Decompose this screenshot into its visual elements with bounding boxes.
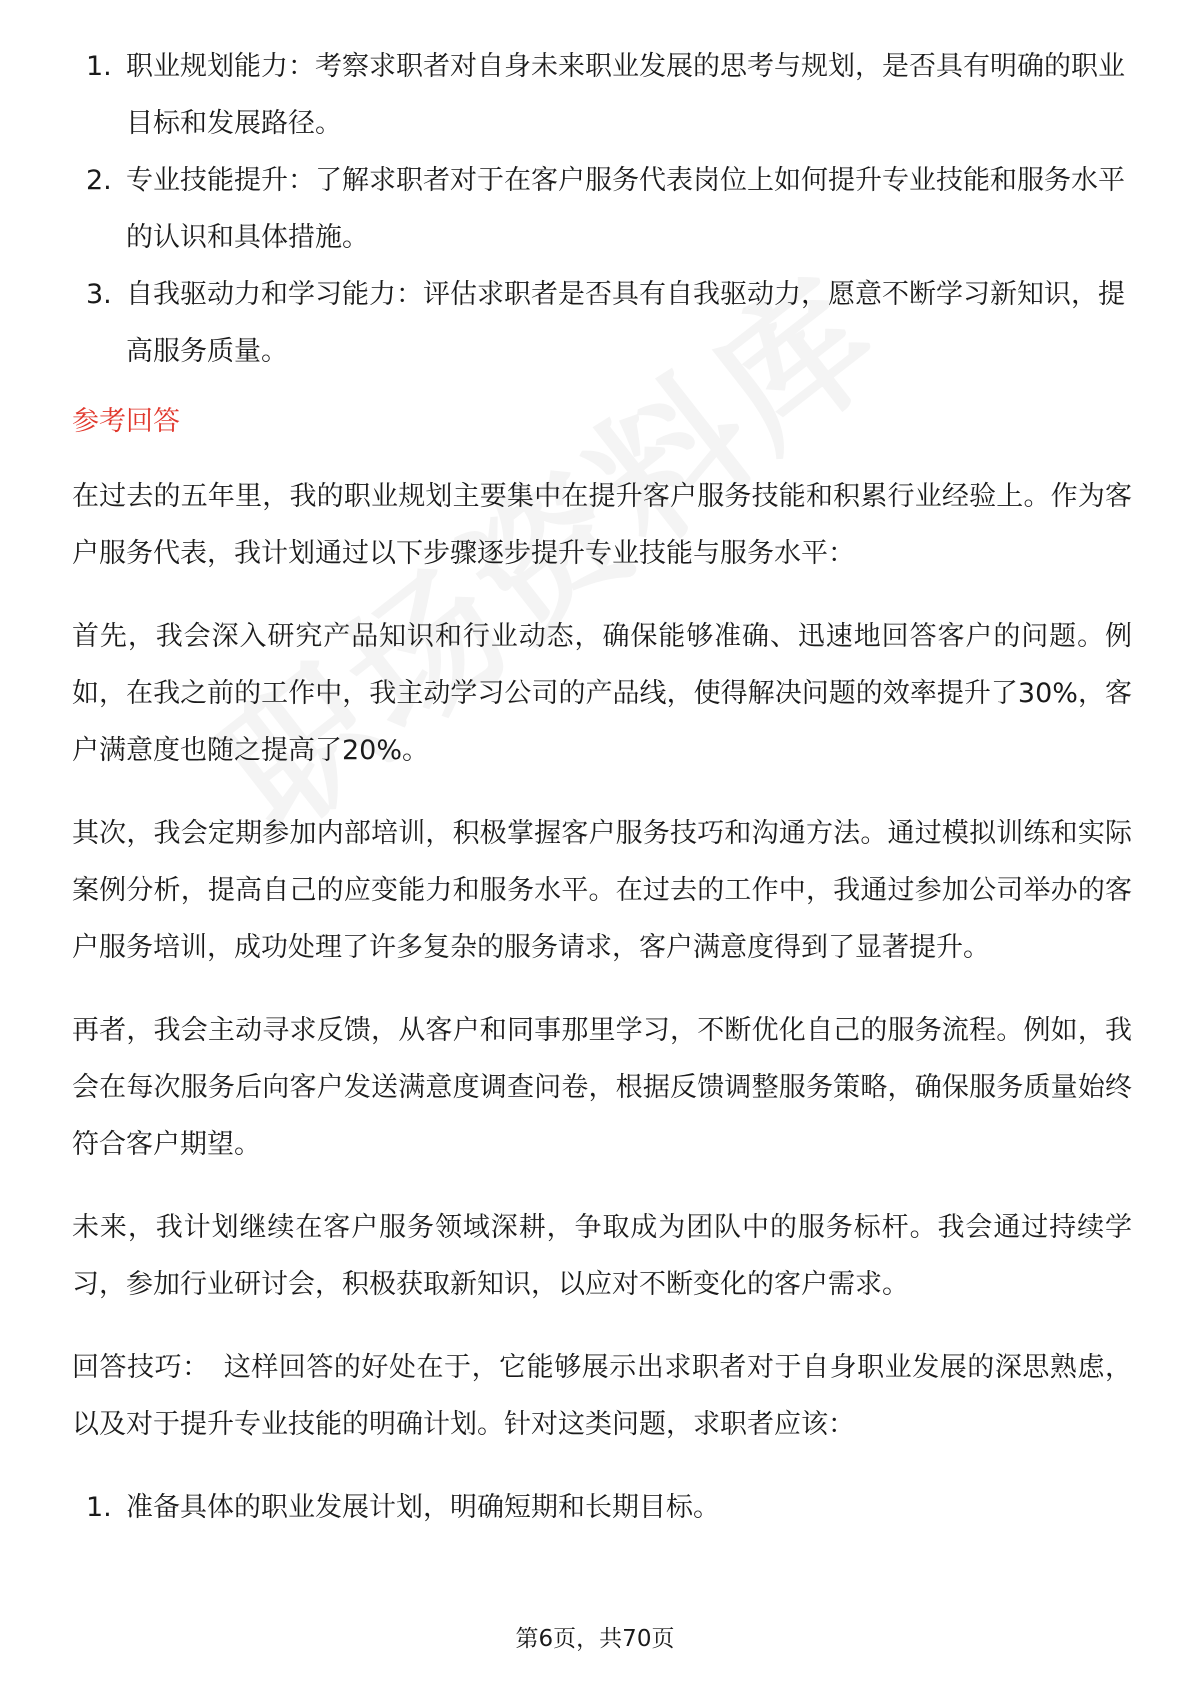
- criteria-list: [72, 38, 1132, 380]
- list-number: 1.: [86, 1492, 112, 1523]
- tip-paragraph: [72, 1339, 1132, 1453]
- list-item-text: 准备具体的职业发展计划，明确短期和长期目标。: [126, 1492, 720, 1523]
- list-item: [72, 38, 1132, 152]
- answer-paragraph: 其次，我会定期参加内部培训，积极掌握客户服务技巧和沟通方法。通过模拟训练和实际案例分析，提高自己的应变能力和服务水平。在过去的工作中，我通过参加公司举办的客户服务培训，成功处理了许多复杂的服务请求，客户满意度得到了显著提升。: [72, 818, 1132, 963]
- list-item: [72, 152, 1132, 266]
- answer-paragraph: 再者，我会主动寻求反馈，从客户和同事那里学习，不断优化自己的服务流程。例如，我会在每次服务后向客户发送满意度调查问卷，根据反馈调整服务策略，确保服务质量始终符合客户期望。: [72, 1015, 1132, 1160]
- list-number: 2.: [86, 165, 112, 196]
- list-item: [72, 266, 1132, 380]
- page-footer: 第6页，共70页: [515, 1626, 675, 1652]
- answer-paragraph: 未来，我计划继续在客户服务领域深耕，争取成为团队中的服务标杆。我会通过持续学习，参加行业研讨会，积极获取新知识，以应对不断变化的客户需求。: [72, 1212, 1132, 1300]
- list-number: 1.: [86, 51, 112, 82]
- answer-paragraph: 在过去的五年里，我的职业规划主要集中在提升客户服务技能和积累行业经验上。作为客户服务代表，我计划通过以下步骤逐步提升专业技能与服务水平：: [72, 481, 1132, 569]
- answer-paragraph: 首先，我会深入研究产品知识和行业动态，确保能够准确、迅速地回答客户的问题。例如，在我之前的工作中，我主动学习公司的产品线，使得解决问题的效率提升了30%，客户满意度也随之提高了20%。: [72, 621, 1132, 766]
- list-item-text: 专业技能提升：了解求职者对于在客户服务代表岗位上如何提升专业技能和服务水平的认识和具体措施。: [126, 165, 1125, 253]
- list-item-text: 自我驱动力和学习能力：评估求职者是否具有自我驱动力，愿意不断学习新知识，提高服务质量。: [126, 279, 1125, 367]
- tip-text: 这样回答的好处在于，它能够展示出求职者对于自身职业发展的深思熟虑，以及对于提升专业技能的明确计划。针对这类问题，求职者应该：: [72, 1352, 1132, 1440]
- list-item: [72, 1479, 1132, 1536]
- list-item-text: 职业规划能力：考察求职者对自身未来职业发展的思考与规划，是否具有明确的职业目标和发展路径。: [126, 51, 1125, 139]
- page-content: [72, 38, 1132, 1536]
- list-number: 3.: [86, 279, 112, 310]
- tip-heading: 回答技巧：: [72, 1352, 210, 1383]
- section-title: 参考回答: [72, 406, 180, 437]
- tips-list: [72, 1479, 1132, 1536]
